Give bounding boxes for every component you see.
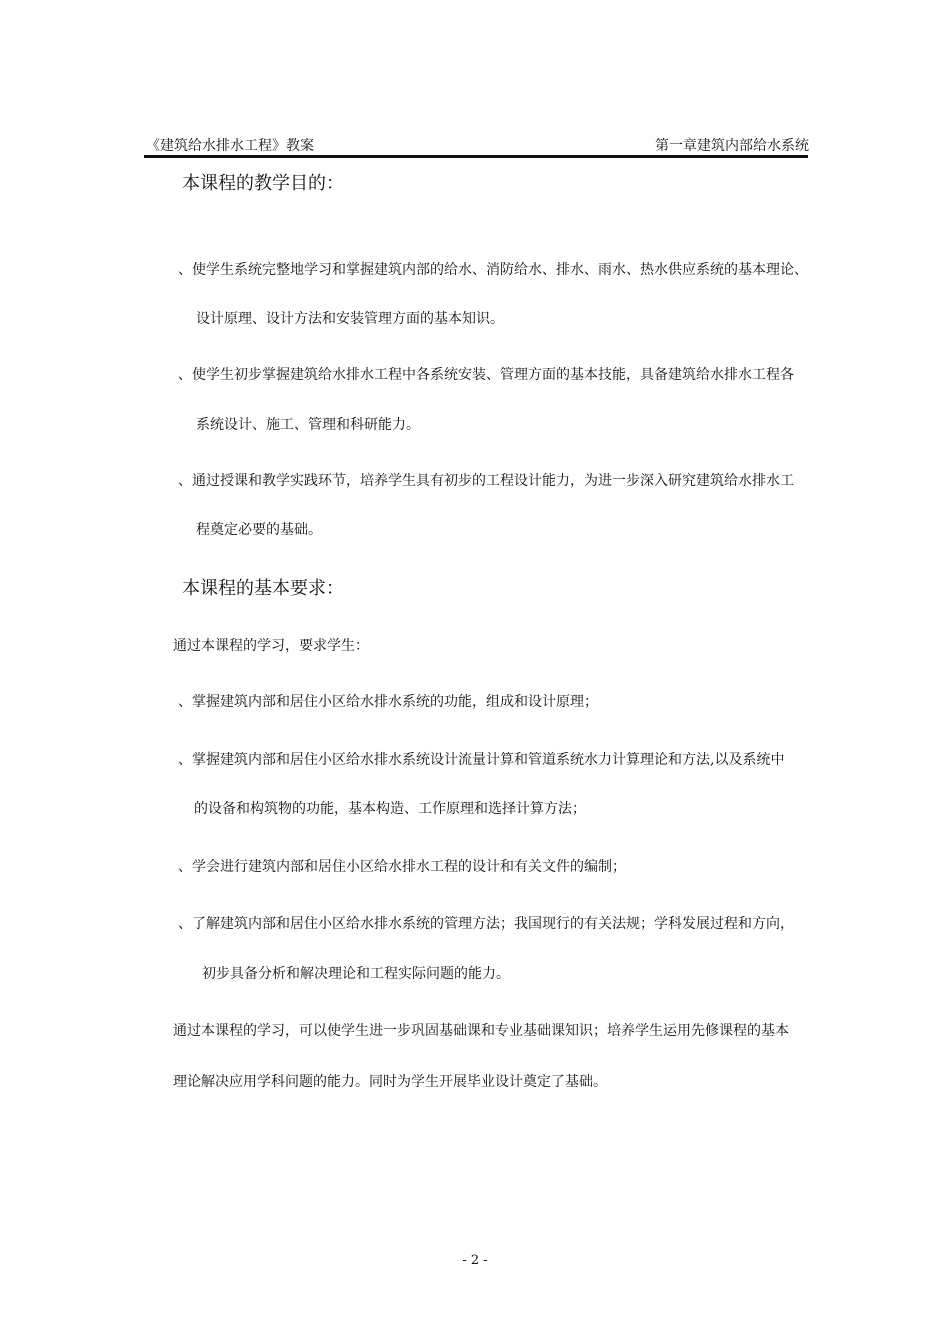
list-item-line: 、学会进行建筑内部和居住小区给水排水工程的设计和有关文件的编制； — [178, 859, 626, 875]
page-number: - 2 - — [462, 1253, 488, 1268]
list-item-line: 、使学生系统完整地学习和掌握建筑内部的给水、消防给水、排水、雨水、热水供应系统的基本理论、 — [178, 262, 808, 278]
list-item-line: 系统设计、施工、管理和科研能力。 — [196, 417, 420, 433]
list-item-line: 初步具备分析和解决理论和工程实际问题的能力。 — [202, 966, 510, 982]
list-item-line: 、了解建筑内部和居住小区给水排水系统的管理方法；我国现行的有关法规；学科发展过程和方向， — [178, 916, 794, 932]
conclusion-line: 理论解决应用学科问题的能力。同时为学生开展毕业设计奠定了基础。 — [173, 1074, 607, 1090]
section-intro: 通过本课程的学习，要求学生： — [173, 638, 369, 654]
header-rule — [144, 155, 808, 158]
header-course-title: 《建筑给水排水工程》教案 — [146, 138, 314, 154]
list-item-line: 、通过授课和教学实践环节，培养学生具有初步的工程设计能力，为进一步深入研究建筑给水排水工 — [178, 473, 794, 489]
list-item-line: 程奠定必要的基础。 — [196, 522, 322, 538]
list-item-line: 设计原理、设计方法和安装管理方面的基本知识。 — [196, 311, 504, 327]
section-title: 本课程的基本要求： — [182, 578, 344, 599]
section-title: 本课程的教学目的： — [182, 173, 344, 194]
list-item-line: 的设备和构筑物的功能，基本构造、工作原理和选择计算方法； — [194, 801, 586, 817]
list-item-line: 、掌握建筑内部和居住小区给水排水系统设计流量计算和管道系统水力计算理论和方法,以及系统中 — [178, 752, 785, 768]
list-item-line: 、使学生初步掌握建筑给水排水工程中各系统安装、管理方面的基本技能，具备建筑给水排水工程各 — [178, 367, 794, 383]
list-item-line: 、掌握建筑内部和居住小区给水排水系统的功能，组成和设计原理； — [178, 694, 598, 710]
header-chapter-title: 第一章建筑内部给水系统 — [655, 138, 809, 154]
conclusion-line: 通过本课程的学习，可以使学生进一步巩固基础课和专业基础课知识；培养学生运用先修课程的基本 — [173, 1023, 789, 1039]
